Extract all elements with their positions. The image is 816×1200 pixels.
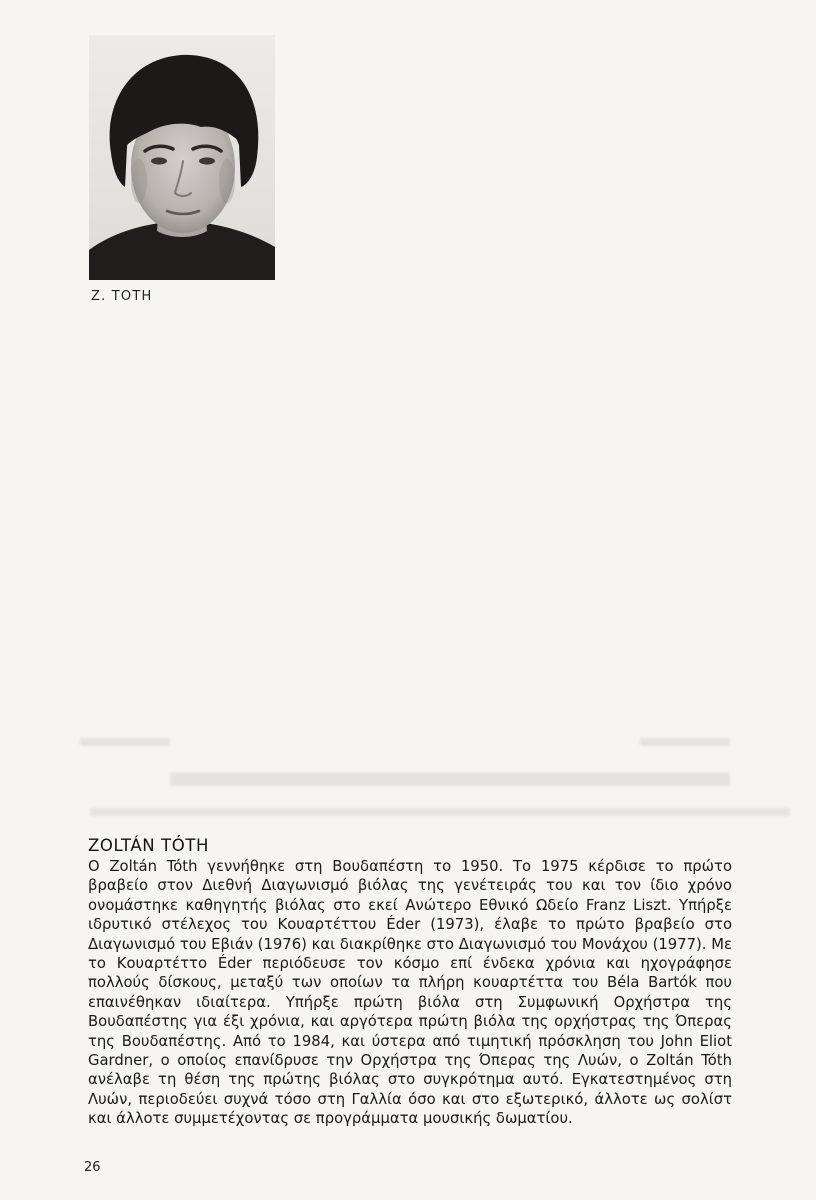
show-through-texture	[80, 700, 810, 820]
portrait-photo	[89, 35, 275, 280]
biography-name: ZOLTÁN TÓTH	[88, 836, 210, 855]
portrait-image	[89, 35, 275, 280]
biography-text: Ο Zoltán Tóth γεννήθηκε στη Βουδαπέστη το 1950. Το 1975 κέρδισε το πρώτο βραβείο στον Διεθνή Διαγωνισμό βιόλας της γενέτειράς του και τον ίδιο χρόνο ονομάστηκε καθηγητής βιόλας στο εκεί Ανώτερο Εθνικό Ωδείο Franz Liszt. Υπήρξε ιδρυτικό στέλεχος του Κουαρτέττου Éder (1973), έλαβε το πρώτο βραβείο στο Διαγωνισμό του Εβιάν (1976) και διακρίθηκε στο Διαγωνισμό του Μονάχου (1977). Με το Κουαρτέττο Éder περιόδευσε τον κόσμο επί ένδεκα χρόνια και ηχογράφησε πολλούς δίσκους, μεταξύ των οποίων τα πλήρη κουαρτέττα του Béla Bartók που επαινέθηκαν ιδιαίτερα. Υπήρξε πρώτη βιόλα στη Συμφωνική Ορχήστρα της Βουδαπέστης για έξι χρόνια, και αργότερα πρώτη βιόλα της ορχήστρας της Όπερας της Βουδαπέστης. Από το 1984, και ύστερα από τιμητική πρόσκληση του John Eliot Gardner, ο οποίος επανίδρυσε την Ορχήστρα της Όπερας της Λυών, ο Zoltán Tóth ανέλαβε τη θέση της πρώτης βιόλας στο συγκρότημα αυτό. Εγκατεστημένος στη Λυών, περιοδεύει συχνά τόσο στη Γαλλία όσο και στο εξωτερικό, άλλοτε ως σολίστ και άλλοτε συμμετέχοντας σε προγράμματα μουσικής δωματίου.	[88, 858, 732, 1128]
page-number: 26	[84, 1160, 101, 1175]
photo-caption: Z. TOTH	[91, 289, 153, 304]
